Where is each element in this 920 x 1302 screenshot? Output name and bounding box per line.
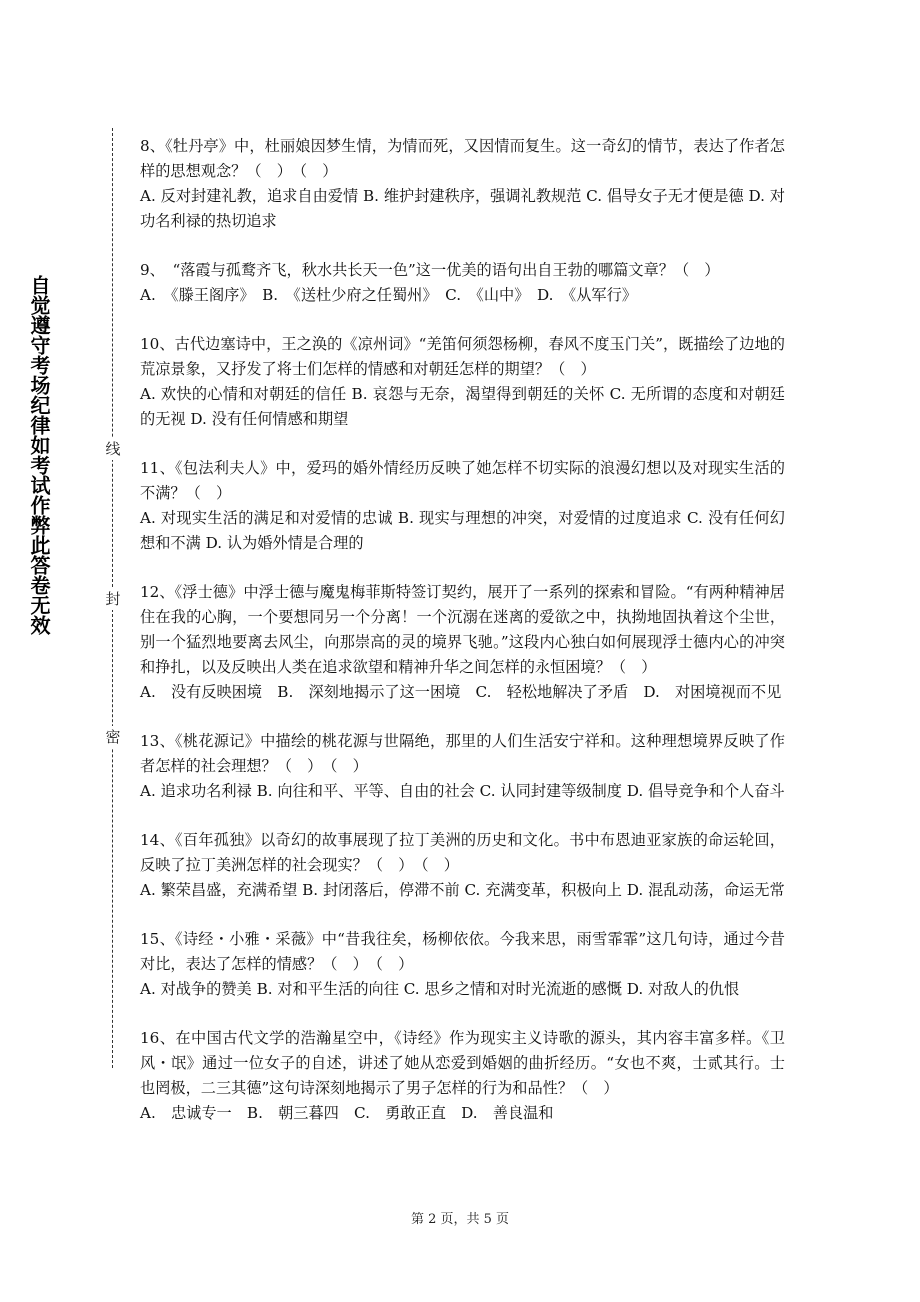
question-stem: 13、《桃花源记》中描绘的桃花源与世隔绝，那里的人们生活安宁祥和。这种理想境界反映了作者怎样的社会理想？（ ） （ ）: [140, 732, 785, 775]
question-16: [140, 1026, 785, 1126]
binding-line: [100, 128, 130, 1068]
question-15: [140, 927, 785, 1002]
question-13: [140, 729, 785, 804]
question-stem: 16、在中国古代文学的浩瀚星空中，《诗经》作为现实主义诗歌的源头，其内容丰富多样。《卫风・氓》通过一位女子的自述，讲述了她从恋爱到婚姻的曲折经历。“女也不爽，士贰其行。士也罔极，二三其德”这句诗深刻地揭示了男子怎样的行为和品性？（ ）: [140, 1029, 785, 1097]
question-options: A. 追求功名利禄 B. 向往和平、平等、自由的社会 C. 认同封建等级制度 D. 倡导竞争和个人奋斗: [140, 782, 785, 800]
question-list: [140, 134, 785, 1150]
question-stem: 12、《浮士德》中浮士德与魔鬼梅菲斯特签订契约，展开了一系列的探索和冒险。“有两种精神居住在我的心胸，一个要想同另一个分离！一个沉溺在迷离的爱欲之中，执拗地固执着这个尘世，别一个猛烈地要离去风尘，向那崇高的灵的境界飞驰。”这段内心独白如何展现浮士德内心的冲突和挣扎，以及反映出人类在追求欲望和精神升华之间怎样的永恒困境？（ ）: [140, 583, 785, 676]
question-options: A. 繁荣昌盛，充满希望 B. 封闭落后，停滞不前 C. 充满变革，积极向上 D. 混乱动荡，命运无常: [140, 881, 785, 899]
question-stem: 11、《包法利夫人》中，爱玛的婚外情经历反映了她怎样不切实际的浪漫幻想以及对现实生活的不满？（ ）: [140, 459, 785, 502]
question-options: A. 《滕王阁序》 B. 《送杜少府之任蜀州》 C. 《山中》 D. 《从军行》: [140, 286, 637, 304]
exam-discipline-notice: 自觉遵守考场纪律如考试作弊此答卷无效: [27, 275, 51, 635]
question-stem: 14、《百年孤独》以奇幻的故事展现了拉丁美洲的历史和文化。书中布恩迪亚家族的命运轮回，反映了拉丁美洲怎样的社会现实？（ ） （ ）: [140, 831, 785, 874]
question-10: [140, 332, 785, 432]
question-options: A. 反对封建礼教，追求自由爱情 B. 维护封建秩序，强调礼教规范 C. 倡导女子无才便是德 D. 对功名利禄的热切追求: [140, 187, 785, 230]
question-options: A. 忠诚专一 B. 朝三暮四 C. 勇敢正直 D. 善良温和: [140, 1104, 554, 1122]
question-options: A. 欢快的心情和对朝廷的信任 B. 哀怨与无奈，渴望得到朝廷的关怀 C. 无所谓的态度和对朝廷的无视 D. 没有任何情感和期望: [140, 385, 785, 428]
binding-mark-mi: 密: [103, 726, 123, 748]
question-options: A. 对现实生活的满足和对爱情的忠诚 B. 现实与理想的冲突，对爱情的过度追求 C. 没有任何幻想和不满 D. 认为婚外情是合理的: [140, 509, 785, 552]
question-stem: 8、《牡丹亭》中，杜丽娘因梦生情，为情而死，又因情而复生。这一奇幻的情节，表达了作者怎样的思想观念？（ ） （ ）: [140, 137, 785, 180]
binding-mark-xian: 线: [103, 438, 123, 460]
question-stem: 9、 “落霞与孤鹜齐飞，秋水共长天一色”这一优美的语句出自王勃的哪篇文章？（ ）: [140, 261, 720, 279]
question-options: A. 对战争的赞美 B. 对和平生活的向往 C. 思乡之情和对时光流逝的感慨 D. 对敌人的仇恨: [140, 980, 740, 998]
question-8: [140, 134, 785, 234]
question-11: [140, 456, 785, 556]
question-12: [140, 580, 785, 705]
question-9: [140, 258, 785, 308]
question-options: A. 没有反映困境 B. 深刻地揭示了这一困境 C. 轻松地解决了矛盾 D. 对困境视而不见: [140, 683, 782, 701]
binding-mark-feng: 封: [103, 588, 123, 610]
question-stem: 10、古代边塞诗中，王之涣的《凉州词》“羌笛何须怨杨柳，春风不度玉门关”，既描绘了边地的荒凉景象，又抒发了将士们怎样的情感和对朝廷怎样的期望？（ ）: [140, 335, 785, 378]
question-14: [140, 828, 785, 903]
question-stem: 15、《诗经・小雅・采薇》中“昔我往矣，杨柳依依。今我来思，雨雪霏霏”这几句诗，通过今昔对比，表达了怎样的情感？（ ） （ ）: [140, 930, 785, 973]
page-number-footer: 第 2 页，共 5 页: [410, 1212, 510, 1227]
